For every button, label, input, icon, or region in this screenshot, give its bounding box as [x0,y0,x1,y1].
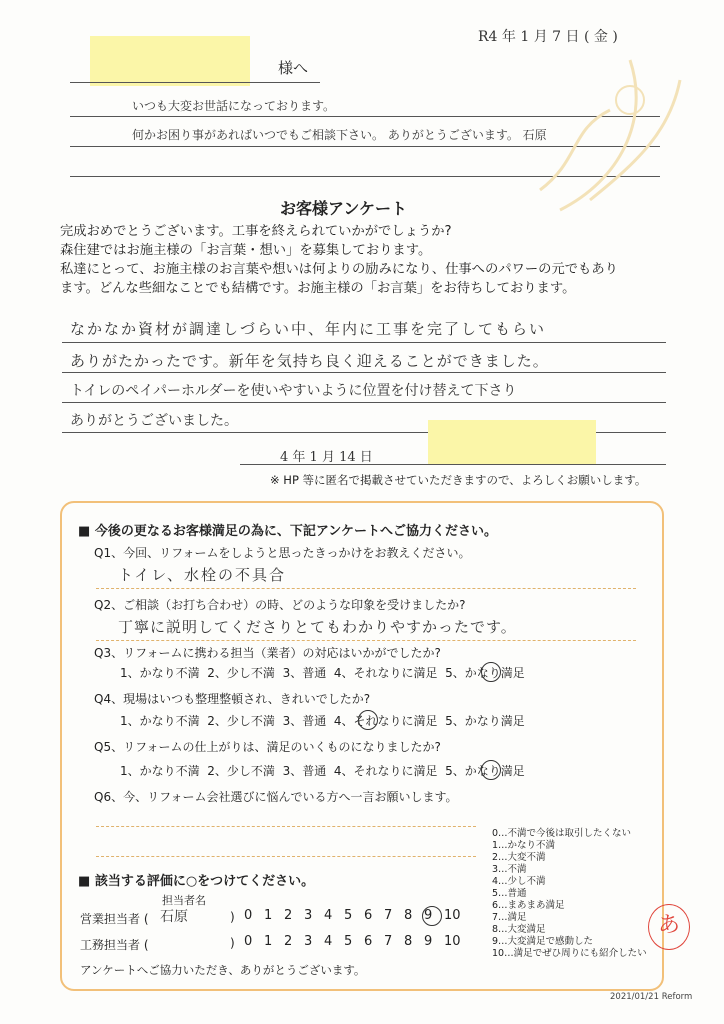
scale-6[interactable]: 6 [364,934,373,949]
sales-label: 営業担当者 ( [80,912,149,926]
scale-4[interactable]: 4 [324,908,333,923]
answer-q2-rule [96,640,636,641]
q4-selection-circle [358,710,378,730]
bullet-square-icon: ■ [78,874,95,889]
red-stamp [648,904,690,950]
works-close-paren: ) [230,936,235,950]
comment-line: ありがとうございました。 [70,413,238,429]
legend-item: 9…大変満足で感動した [492,936,594,947]
bullet-square-icon: ■ [78,524,95,539]
flourish-decoration [500,40,700,220]
version-footer: 2021/01/21 Reform [610,992,693,1002]
question-q3: Q3、リフォームに携わる担当（業者）の対応はいかがでしたか? [94,646,441,660]
scale-2[interactable]: 2 [284,908,293,923]
legend-item: 0…不満で今後は取引したくない [492,828,632,839]
sales-close-paren: ) [230,910,235,924]
option[interactable]: 3、普通 [282,714,327,728]
option[interactable]: 1、かなり不満 [120,666,200,680]
questions-heading [78,520,497,539]
options-q5 [120,762,640,779]
scale-3[interactable]: 3 [304,934,313,949]
letter-line-2: 何かお困り事があればいつでもご相談下さい。 ありがとうございます。 石原 [132,128,547,142]
legend-item: 4…少し不満 [492,876,546,887]
works-label: 工務担当者 ( [80,938,149,952]
question-q1: Q1、今回、リフォームをしようと思ったきっかけをお教えください。 [94,546,471,560]
letter-line-1: いつも大変お世話になっております。 [132,99,336,113]
comment-line: ありがたかったです。新年を気持ち良く迎えることができました。 [70,352,549,370]
scale-5[interactable]: 5 [344,908,353,923]
option[interactable]: 5、かなり満足 [445,666,525,680]
scale-0[interactable]: 0 [244,908,253,923]
scale-6[interactable]: 6 [364,908,373,923]
comment-date: 4 年 1 月 14 日 [280,450,373,465]
comment-rule [62,342,666,343]
intro-line: ます。どんな些細なことでも結構です。お施主様の「お言葉」をお待ちしております。 [60,281,576,296]
question-q5: Q5、リフォームの仕上がりは、満足のいくものになりましたか? [94,740,441,754]
q5-selection-circle [481,760,501,780]
comment-rule [62,372,666,373]
option[interactable]: 3、普通 [282,666,327,680]
option[interactable]: 4、それなりに満足 [333,714,438,728]
scale-8[interactable]: 8 [404,934,413,949]
legend-item: 8…大変満足 [492,924,546,935]
sales-selection-circle [422,906,442,926]
intro-line: 森住建ではお施主様の「お言葉・想い」を募集しております。 [60,243,432,258]
comment-rule [62,402,666,403]
option[interactable]: 2、少し不満 [207,714,275,728]
option[interactable]: 3、普通 [282,764,327,778]
options-q4 [120,712,640,729]
scale-1[interactable]: 1 [264,908,273,923]
survey-title: お客様アンケート [280,199,408,218]
letter-date: R4 年 1 月 7 日 ( 金 ) [478,29,618,45]
rating-legend [492,828,647,960]
option[interactable]: 4、それなりに満足 [333,666,438,680]
legend-item: 6…まあまあ満足 [492,900,565,911]
scale-9[interactable]: 9 [424,908,433,923]
customer-name-redaction [428,420,596,464]
option[interactable]: 1、かなり不満 [120,714,200,728]
scale-5[interactable]: 5 [344,934,353,949]
stamp-glyph: あ [657,913,680,938]
scale-10[interactable]: 10 [444,908,461,923]
option[interactable]: 5、かなり満足 [445,714,525,728]
answer-q1: トイレ、水栓の不具合 [118,566,287,584]
salutation: 様へ [278,59,309,77]
legend-item: 10…満足でぜひ周りにも紹介したい [492,948,647,959]
answer-q2: 丁寧に説明してくださりとてもわかりやすかったです。 [118,618,517,636]
scale-9[interactable]: 9 [424,934,433,949]
rating-heading [78,870,314,889]
scale-8[interactable]: 8 [404,908,413,923]
scale-3[interactable]: 3 [304,908,313,923]
answer-q1-rule [96,588,636,589]
scale-7[interactable]: 7 [384,908,393,923]
sales-staff-name: 石原 [160,909,188,925]
recipient-name-redaction [90,36,250,86]
intro-text [60,222,680,298]
legend-item: 7…満足 [492,912,527,923]
legend-item: 3…不満 [492,864,527,875]
option[interactable]: 5、かなり満足 [445,764,525,778]
question-q6: Q6、今、リフォーム会社選びに悩んでいる方へ一言お願いします。 [94,790,458,804]
answer-q6-rule [96,856,476,857]
comment-line: なかなか資材が調達しづらい中、年内に工事を完了してもらい [70,320,547,338]
recipient-line [70,82,320,83]
signature-rule [240,464,666,465]
option[interactable]: 1、かなり不満 [120,764,200,778]
intro-line: 完成おめでとうございます。工事を終えられていかがでしょうか? [60,224,452,239]
answer-q6-rule [96,826,476,827]
options-q3 [120,664,640,681]
option[interactable]: 2、少し不満 [207,764,275,778]
rating-heading-text: 該当する評価に○をつけてください。 [94,874,315,889]
intro-line: 私達にとって、お施主様のお言葉や想いは何よりの励みになり、仕事へのパワーの元でもあり [60,262,618,277]
notice-text: ※ HP 等に匿名で掲載させていただきますので、よろしくお願いします。 [270,473,647,487]
q3-selection-circle [481,662,501,682]
option[interactable]: 4、それなりに満足 [333,764,438,778]
scale-0[interactable]: 0 [244,934,253,949]
works-scale [244,934,466,949]
legend-item: 2…大変不満 [492,852,546,863]
scale-2[interactable]: 2 [284,934,293,949]
scale-1[interactable]: 1 [264,934,273,949]
legend-item: 1…かなり不満 [492,840,556,851]
question-q4: Q4、現場はいつも整理整頓され、きれいでしたか? [94,692,371,706]
questions-heading-text: 今後の更なるお客様満足の為に、下記アンケートへご協力ください。 [94,524,498,539]
scale-4[interactable]: 4 [324,934,333,949]
comment-line: トイレのペイパーホルダーを使いやすいように位置を付け替えて下さり [70,383,517,399]
option[interactable]: 2、少し不満 [207,666,275,680]
staff-name-label: 担当者名 [162,894,206,907]
thanks-text: アンケートへご協力いただき、ありがとうございます。 [80,963,366,977]
legend-item: 5…普通 [492,888,527,899]
scale-10[interactable]: 10 [444,934,461,949]
question-q2: Q2、ご相談（お打ち合わせ）の時、どのような印象を受けましたか? [94,598,466,612]
scale-7[interactable]: 7 [384,934,393,949]
